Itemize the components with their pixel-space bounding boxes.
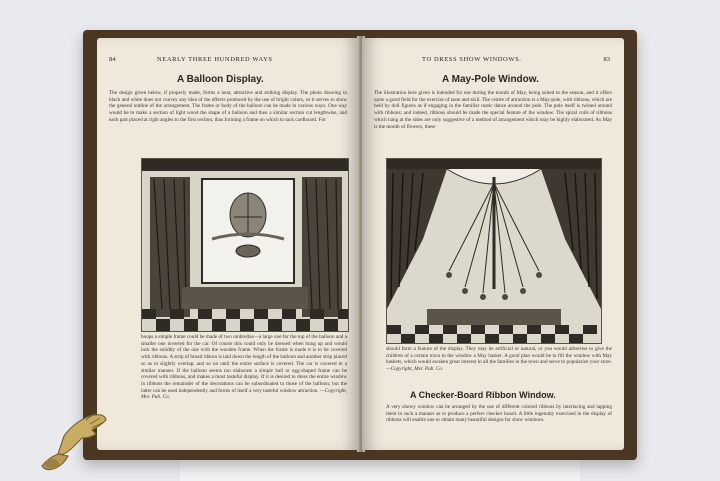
left-page-number: 84 <box>109 56 116 63</box>
balloon-continued-text <box>141 334 347 442</box>
checkerboard-window-title: A Checker-Board Ribbon Window. <box>410 390 556 400</box>
maypole-copyright-credit: —Copyright, Mer. Pub. Co. <box>386 366 444 373</box>
balloon-intro-text: The design given below, if properly made, forms a neat, attractive and striking display. The photo drawing in black and white does not convey any idea of the effects produced by the use of bright colors, so it serves to show the general outline of the arrangement. The frame or body of the balloon can be made in various ways. One way would be to make a section of light wood the shape of a balloon and then a similar section cut lengthwise, and each part placed at right angles to the first section, thus forming a frame on which to tack cardboard. For <box>109 90 347 123</box>
maypole-window-illustration <box>386 158 602 344</box>
brass-hand-page-clip <box>34 408 112 474</box>
balloon-window-drawing <box>142 159 348 331</box>
balloon-display-title: A Balloon Display. <box>177 74 264 85</box>
maypole-intro-text: The illustration here given is intended for use during the month of May, being suited to the season, and it offers quite a good field for the exercise of taste and skill. The centre of attraction is a May-pole, with ribbons, which are held by doll figures as if engaging in the familiar rustic dance around the pole. The pole itself is twined around with ribbons; and indeed, ribbons should be made the special feature of the window. The spiral coils of ribbons which hang at the sides are only suggestive of a method of arrangement which may be highly elaborated. As May is the month of flowers, these <box>374 90 612 130</box>
maypole-continued-body: should form a feature of the display. They may be artificial or natural, or you would advertise to give the children of a certain town in the window a May basket. A good plan would be to fill the window with May baskets, which would awaken great interest in all the families in the town and serve to popularize your store. <box>386 346 612 366</box>
right-running-head: TO DRESS SHOW WINDOWS. <box>422 56 522 63</box>
balloon-copyright-credit: —Copyright, Mer. Pub. Co. <box>141 387 347 401</box>
maypole-window-title: A May-Pole Window. <box>442 74 539 85</box>
maypole-continued-text <box>386 346 612 386</box>
checkerboard-text: A very showy window can be arranged by the use of different colored ribbons by interlacing and lapping them in such a manner as to produce a perfect checker board. A little ingenuity exercised in the display of ribbons will enable one to obtain many beautiful designs for show windows. <box>386 404 612 424</box>
maypole-window-drawing <box>387 159 601 343</box>
left-page <box>97 38 359 450</box>
left-running-head: NEARLY THREE HUNDRED WAYS <box>157 56 273 63</box>
right-page <box>362 38 624 450</box>
hand-clip-icon <box>34 408 112 474</box>
balloon-window-illustration <box>141 158 349 332</box>
right-page-number: 83 <box>603 56 610 63</box>
balloon-continued-body: hoops a simple frame could be made of two umbrellas—a large one for the top of the balloon and a smaller one inverted for the car. Of course this could only be dressed when hung up and would lack the solidity of the one with the wooden frame. When the frame is made it is to be covered with ribbons. A strip of broad ribbon is laid down the length of the balloon and another strip placed so as to slightly overlap, and so on until the entire surface is covered. The car is covered in a similar manner. If the balloon seems too elaborate a simple ball or egg-shaped frame can be covered with ribbons, and makes a most tasteful display. If it is desired to dress the entire window in ribbons the remainder of the decorations can be subordinated to those of the balloon; but the latter can be used independently and forms of itself a very tasteful window attraction. <box>141 334 347 394</box>
